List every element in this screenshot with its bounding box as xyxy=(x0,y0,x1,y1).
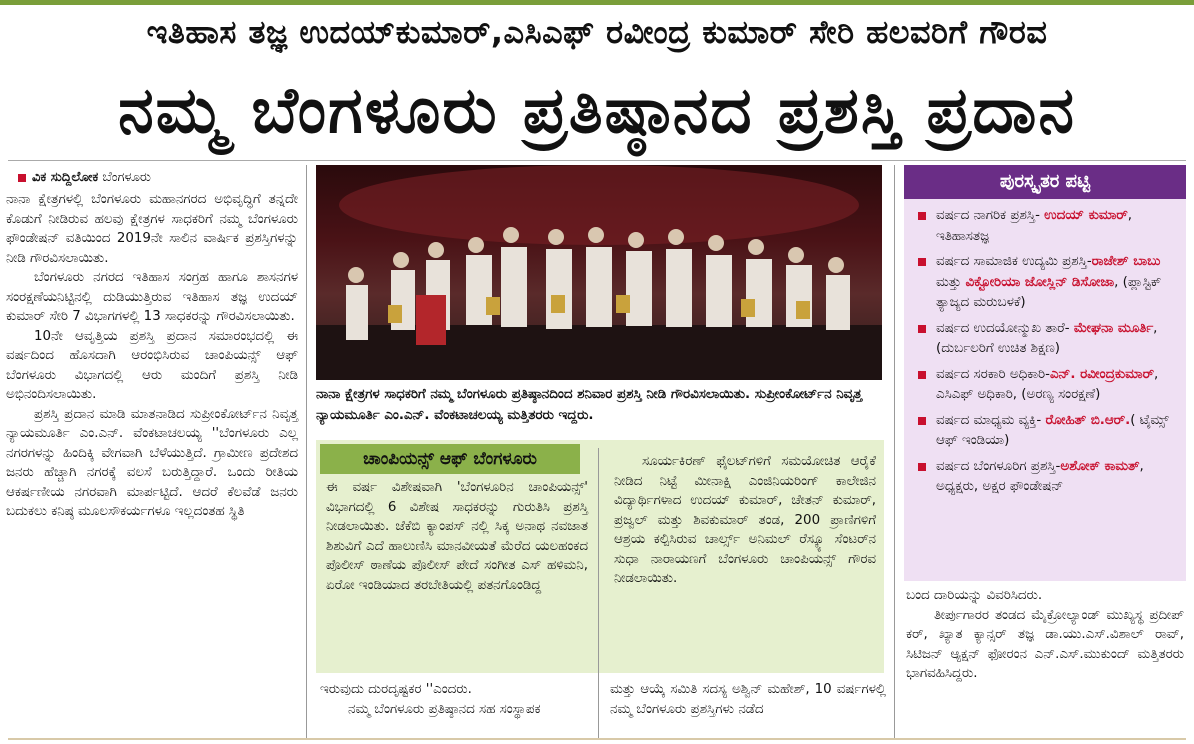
award-note: , ಇತಿಹಾಸತಜ್ಞ xyxy=(936,208,1132,244)
award-category: ವರ್ಷದ ಸಾಮಾಜಿಕ ಉದ್ಯಮಿ ಪ್ರಶಸ್ತಿ- xyxy=(936,254,1092,269)
award-note: , ಅಧ್ಯಕ್ಷರು, ಅಕ್ಷರ ಫೌಂಡೇಷನ್ xyxy=(936,458,1144,494)
awardee-name: ರಾಜೇಶ್ ಬಾಬು xyxy=(1091,254,1161,269)
award-category: ವರ್ಷದ ಬೆಂಗಳೂರಿಗ ಪ್ರಶಸ್ತಿ- xyxy=(936,458,1061,474)
column-4 xyxy=(906,586,1184,684)
award-note: ( ಟೈಮ್ಸ್ ಆಫ್ ಇಂಡಿಯಾ) xyxy=(936,412,1169,448)
paragraph: ಇರುವುದು ದುರದೃಷ್ಟಕರ ''ಎಂದರು. xyxy=(320,682,472,697)
divider xyxy=(8,160,1186,161)
awardees-list xyxy=(914,206,1182,503)
awardee-name: ಎನ್. ರವೀಂದ್ರಕುಮಾರ್ xyxy=(1049,366,1154,382)
award-category: ವರ್ಷದ ನಾಗರಿಕ ಪ್ರಶಸ್ತಿ- xyxy=(936,208,1045,223)
bullet-square-icon xyxy=(18,174,26,182)
bullet-square-icon xyxy=(918,417,926,425)
byline xyxy=(18,168,151,188)
paragraph: ಈ ವರ್ಷ ವಿಶೇಷವಾಗಿ 'ಬೆಂಗಳೂರಿನ ಚಾಂಪಿಯನ್ಸ್' ವಿಭಾಗದಲ್ಲಿ 6 ವಿಶೇಷ ಸಾಧಕರನ್ನು ಗುರುತಿಸಿ ಪ್ರಶಸ್ತಿ ನೀಡಲಾಯಿತು. ಜೆಕೆಬಿ ಕ್ಯಾಂಪಸ್ ನಲ್ಲಿ ಸಿಕ್ಕ ಅನಾಥ ನವಜಾತ ಶಿಶುವಿಗೆ ಎದೆ ಹಾಲುಣಿಸಿ ಮಾನವೀಯತೆ ಮೆರೆದ ಯಲಹಂಕದ ಪೊಲೀಸ್ ಠಾಣೆಯ ಪೊಲೀಸ್ ಪೇದೆ ಸಂಗೀತ ಎಸ್ ಹಳಿಮನಿ, ಏರೋ ಇಂಡಿಯಾದ ತರಬೇತಿಯಲ್ಲಿ ಪತನಗೊಂಡಿದ್ದ xyxy=(326,480,588,593)
award-category: ವರ್ಷದ ಉದಯೋನ್ಮುಖ ತಾರೆ- xyxy=(936,320,1074,336)
award-ceremony-photo xyxy=(316,165,882,380)
byline-place: ಬೆಂಗಳೂರು xyxy=(102,170,151,185)
award-note: , ಎಸಿಎಫ್ ಅಧಿಕಾರಿ, (ಅರಣ್ಯ ಸಂರಕ್ಷಣೆ) xyxy=(936,366,1159,402)
paragraph: 10ನೇ ಆವೃತ್ತಿಯ ಪ್ರಶಸ್ತಿ ಪ್ರದಾನ ಸಮಾರಂಭದಲ್ಲಿ ಈ ವರ್ಷದಿಂದ ಹೊಸದಾಗಿ ಆರಂಭಿಸಿರುವ ಚಾಂಪಿಯನ್ಸ್ ಆಫ್ ಬೆಂಗಳೂರು ವಿಭಾಗದಲ್ಲಿ ಆರು ಮಂದಿಗೆ ಪ್ರಶಸ್ತಿ ನೀಡಿ ಅಭಿನಂದಿಸಲಾಯಿತು. xyxy=(6,328,298,402)
list-item xyxy=(914,206,1182,247)
paragraph: ಮತ್ತು ಆಯ್ಕೆ ಸಮಿತಿ ಸದಸ್ಯ ಅಶ್ವಿನ್ ಮಹೇಶ್, 10 ವರ್ಷಗಳಲ್ಲಿ ನಮ್ಮ ಬೆಂಗಳೂರು ಪ್ರಶಸ್ತಿಗಳು ನಡೆದ xyxy=(610,682,886,717)
photo-caption: ನಾನಾ ಕ್ಷೇತ್ರಗಳ ಸಾಧಕರಿಗೆ ನಮ್ಮ ಬೆಂಗಳೂರು ಪ್ರತಿಷ್ಠಾನದಿಂದ ಶನಿವಾರ ಪ್ರಶಸ್ತಿ ನೀಡಿ ಗೌರವಿಸಲಾಯಿತು. ಸುಪ್ರೀಂಕೋರ್ಟ್‌ನ ನಿವೃತ್ತ ನ್ಯಾಯಮೂರ್ತಿ ಎಂ.ಎನ್. ವೆಂಕಟಾಚಲಯ್ಯ ಮತ್ತಿತರರು ಇದ್ದರು. xyxy=(316,387,863,423)
paragraph: ನಾನಾ ಕ್ಷೇತ್ರಗಳಲ್ಲಿ ಬೆಂಗಳೂರು ಮಹಾನಗರದ ಅಭಿವೃದ್ಧಿಗೆ ತನ್ನದೇ ಕೊಡುಗೆ ನೀಡಿರುವ ಹಲವು ಕ್ಷೇತ್ರಗಳ ಸಾಧಕರಿಗೆ ನಮ್ಮ ಬೆಂಗಳೂರು ಫೌಂಡೇಷನ್ ವತಿಯಿಂದ 2019ನೇ ಸಾಲಿನ ವಾರ್ಷಿಕ ಪ್ರಶಸ್ತಿಗಳನ್ನು ನೀಡಿ ಗೌರವಿಸಲಾಯಿತು. xyxy=(6,192,298,266)
column-divider xyxy=(598,448,599,740)
awardee-name: ವಿಕ್ಟೋರಿಯಾ ಜೋಸ್ಲಿನ್ ಡಿಸೋಜಾ xyxy=(965,274,1115,290)
champions-right-text xyxy=(614,452,876,589)
top-color-bar xyxy=(0,0,1194,5)
bullet-square-icon xyxy=(918,258,926,266)
byline-source: ವಿಕ ಸುದ್ದಿಲೋಕ xyxy=(32,170,99,185)
paragraph: ಪ್ರಶಸ್ತಿ ಪ್ರದಾನ ಮಾಡಿ ಮಾತನಾಡಿದ ಸುಪ್ರೀಂಕೋರ್ಟ್‌ನ ನಿವೃತ್ತ ನ್ಯಾಯಮೂರ್ತಿ ಎಂ.ಎನ್. ವೆಂಕಟಾಚಲಯ್ಯ ''ಬೆಂಗಳೂರು ಎಲ್ಲ ನಗರಗಳನ್ನು ಹಿಂದಿಕ್ಕಿ ವೇಗವಾಗಿ ಬೆಳೆಯುತ್ತಿದೆ. ಗ್ರಾಮೀಣ ಪ್ರದೇಶದ ಜನರು ಹೆಚ್ಚಾಗಿ ನಗರಕ್ಕೆ ವಲಸೆ ಬರುತ್ತಿದ್ದಾರೆ. ಒಂದು ರೀತಿಯ ಆಕರ್ಷಣೀಯ ನಗರವಾಗಿ ಮಾರ್ಪಟ್ಟಿದೆ. ಆದರೆ ಕೆಲವೆಡೆ ಜನರು ಬದುಕಲು ಕನಿಷ್ಠ ಮೂಲಸೌಕರ್ಯಗಳೂ ಇಲ್ಲದಂತಹ ಸ್ಥಿತಿ xyxy=(6,406,298,519)
column-1 xyxy=(6,190,298,522)
award-category: ವರ್ಷದ ಸರಕಾರಿ ಅಧಿಕಾರಿ- xyxy=(936,366,1050,382)
paragraph: ಬಂದ ದಾರಿಯನ್ನು ವಿವರಿಸಿದರು. xyxy=(906,588,1043,603)
headline: ನಮ್ಮ ಬೆಂಗಳೂರು ಪ್ರತಿಷ್ಠಾನದ ಪ್ರಶಸ್ತಿ ಪ್ರದಾನ xyxy=(118,74,1076,148)
paragraph: ಸೂರ್ಯಕಿರಣ್ ಫೈಲಟ್‌ಗಳಿಗೆ ಸಮಯೋಚಿತ ಆರೈಕೆ ನೀಡಿದ ನಿಟ್ಟೆ ಮೀನಾಕ್ಷಿ ಎಂಜಿನಿಯರಿಂಗ್ ಕಾಲೇಜಿನ ವಿದ್ಯಾರ್ಥಿಗಳಾದ ಉದಯ್ ಕುಮಾರ್, ಚೇತನ್ ಕುಮಾರ್, ಪ್ರಜ್ವಲ್ ಮತ್ತು ಶಿವಕುಮಾರ್ ತಂಡ, 200 ಪ್ರಾಣಿಗಳಿಗೆ ಆಶ್ರಯ ಕಲ್ಪಿಸಿರುವ ಚಾರ್ಲ್ಸ್ ಅನಿಮಲ್ ರೆಸ್ಕ್ಯೂ ಸೆಂಟರ್‌ನ ಸುಧಾ ನಾರಾಯಣಗೆ ಬೆಂಗಳೂರು ಚಾಂಪಿಯನ್ಸ್ ಗೌರವ ನೀಡಲಾಯಿತು. xyxy=(614,454,876,586)
award-note: ಮತ್ತು xyxy=(936,274,966,290)
award-note: , (ಪ್ಲಾಸ್ಟಿಕ್ ತ್ಯಾಜ್ಯದ ಮರುಬಳಕೆ) xyxy=(936,274,1162,310)
awardees-title: ಪುರಸ್ಕೃತರ ಪಟ್ಟಿ xyxy=(904,165,1186,199)
list-item xyxy=(914,457,1182,498)
awardee-name: ಅಶೋಕ್ ಕಾಮತ್ xyxy=(1060,458,1140,474)
paragraph: ಬೆಂಗಳೂರು ನಗರದ ಇತಿಹಾಸ ಸಂಗ್ರಹ ಹಾಗೂ ಶಾಸನಗಳ ಸಂರಕ್ಷಣೆಯನಿಟ್ಟಿನಲ್ಲಿ ದುಡಿಯುತ್ತಿರುವ ಇತಿಹಾಸ ತಜ್ಞ ಉದಯ್ ಕುಮಾರ್ ಸೇರಿ 7 ವಿಭಾಗಗಳಲ್ಲಿ 13 ಸಾಧಕರನ್ನು ಗೌರವಿಸಲಾಯಿತು. xyxy=(6,270,298,324)
bullet-square-icon xyxy=(918,371,926,379)
awardee-name: ಉದಯ್ ಕುಮಾರ್ xyxy=(1044,208,1128,223)
list-item xyxy=(914,411,1182,452)
award-note: , (ದುರ್ಬಲರಿಗೆ ಉಚಿತ ಶಿಕ್ಷಣ) xyxy=(936,320,1158,356)
list-item xyxy=(914,319,1182,360)
award-category: ವರ್ಷದ ಮಾಧ್ಯಮ ವ್ಯಕ್ತಿ- xyxy=(936,412,1046,428)
awardee-name: ರೋಹಿತ್ ಬಿ.ಆರ್. xyxy=(1045,412,1131,428)
column-divider xyxy=(894,165,895,740)
column-3-bottom xyxy=(610,680,886,719)
list-item xyxy=(914,252,1182,314)
bullet-square-icon xyxy=(918,212,926,220)
bullet-square-icon xyxy=(918,325,926,333)
awardee-name: ಮೇಘನಾ ಮೂರ್ತಿ xyxy=(1073,320,1154,336)
champions-title: ಚಾಂಪಿಯನ್ಸ್ ಆಫ್ ಬೆಂಗಳೂರು xyxy=(320,444,580,474)
column-divider xyxy=(306,165,307,740)
paragraph: ನಮ್ಮ ಬೆಂಗಳೂರು ಪ್ರತಿಷ್ಠಾನದ ಸಹ ಸಂಸ್ಥಾಪಕ xyxy=(348,701,541,717)
bottom-border xyxy=(8,738,1186,740)
bullet-square-icon xyxy=(918,463,926,471)
kicker: ಇತಿಹಾಸ ತಜ್ಞ ಉದಯ್‌ಕುಮಾರ್,ಎಸಿಎಫ್ ರವೀಂದ್ರ ಕುಮಾರ್ ಸೇರಿ ಹಲವರಿಗೆ ಗೌರವ xyxy=(146,13,1048,51)
column-2-bottom xyxy=(320,680,590,719)
champions-left-text xyxy=(326,478,588,595)
paragraph: ತೀರ್ಪುಗಾರರ ತಂಡದ ಮೈಕ್ರೋಲ್ಯಾಂಡ್ ಮುಖ್ಯಸ್ಥ ಪ್ರದೀಪ್ ಕರ್, ಖ್ಯಾತ ಕ್ಯಾನ್ಸರ್ ತಜ್ಞ ಡಾ.ಯು.ಎಸ್.ವಿಶಾಲ್ ರಾವ್, ಸಿಟಿಜನ್ ಆ್ಯಕ್ಷನ್ ಫೋರಂನ ಎನ್.ಎಸ್.ಮುಕುಂದ್ ಮತ್ತಿತರರು ಭಾಗವಹಿಸಿದ್ದರು. xyxy=(906,607,1184,681)
list-item xyxy=(914,365,1182,406)
